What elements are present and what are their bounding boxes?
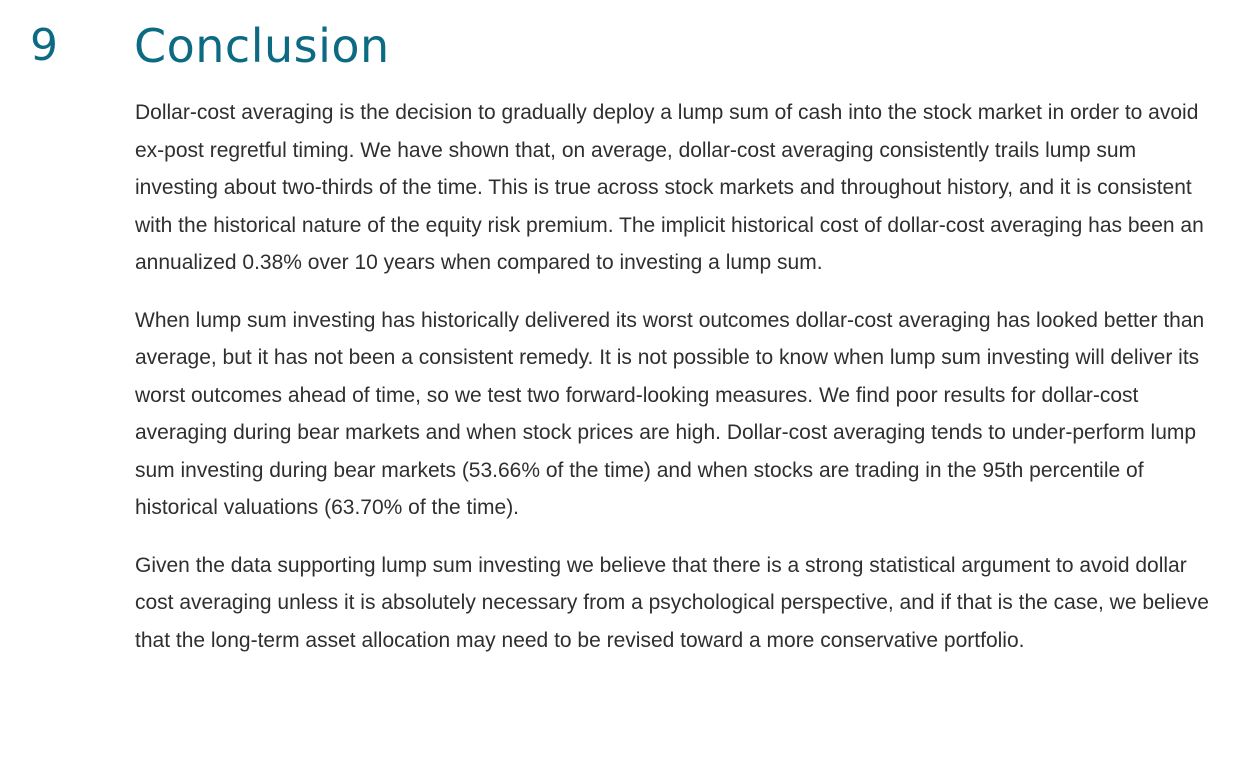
- section-number: 9: [30, 20, 58, 71]
- paragraph-3: Given the data supporting lump sum investing we believe that there is a strong statistical argument to avoid dollar cost averaging unless it is absolutely necessary from a psychological perspective, and if that is the case, we believe that the long-term asset allocation may need to be revised toward a more conservative portfolio.: [135, 553, 1209, 652]
- paragraph-2: When lump sum investing has historically delivered its worst outcomes dollar-cost averaging has looked better than average, but it has not been a consistent remedy. It is not possible to know when lump sum investing will deliver its worst outcomes ahead of time, so we test two forward-looking measures. We find poor results for dollar-cost averaging during bear markets and when stock prices are high. Dollar-cost averaging tends to under-perform lump sum investing during bear markets (53.66% of the time) and when stocks are trading in the 95th percentile of historical valuations (63.70% of the time).: [135, 308, 1205, 519]
- section-body: [135, 94, 1211, 679]
- paragraph-1: Dollar-cost averaging is the decision to gradually deploy a lump sum of cash into the stock market in order to avoid ex-post regretful timing. We have shown that, on average, dollar-cost averaging consistently trails lump sum investing about two-thirds of the time. This is true across stock markets and throughout history, and it is consistent with the historical nature of the equity risk premium. The implicit historical cost of dollar-cost averaging has been an annualized 0.38% over 10 years when compared to investing a lump sum.: [135, 101, 1204, 274]
- section-title: Conclusion: [134, 19, 390, 73]
